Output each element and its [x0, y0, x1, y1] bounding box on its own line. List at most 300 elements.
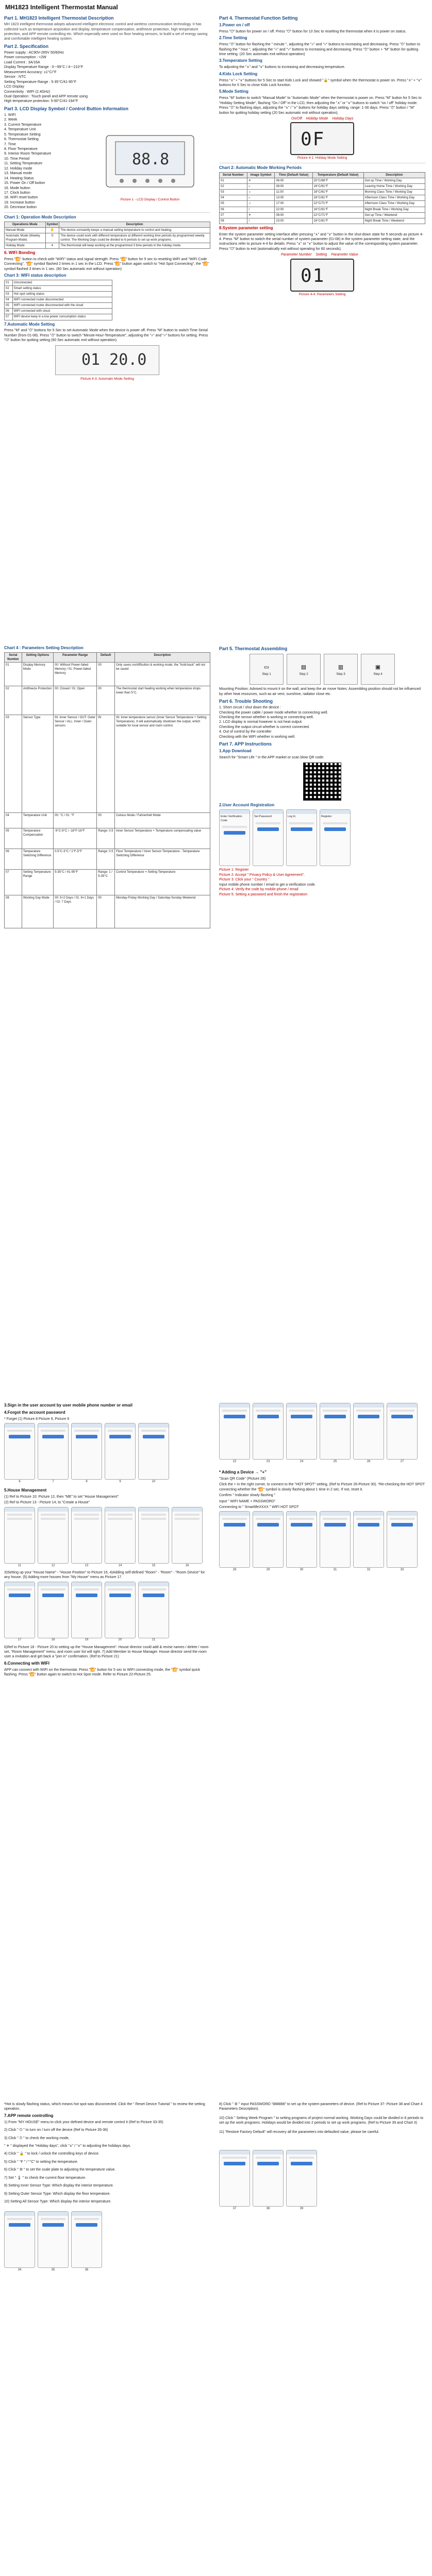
register-heading: 2.User Account Registration [219, 802, 275, 807]
part7-heading: Part 7. APP Instructions [219, 741, 272, 747]
cell: 04 [5, 297, 13, 303]
phone-screen [286, 1403, 317, 1463]
app-remote-section [4, 2102, 210, 2272]
cell: 00 [97, 686, 115, 715]
lcd-item: 14. Heating Status [4, 176, 34, 180]
spec-item: Power consumption : <2W [4, 56, 46, 60]
table-row [5, 243, 210, 248]
parameters-table [4, 652, 210, 928]
screens-row-3 [4, 1582, 210, 1642]
table-row [5, 309, 112, 314]
table-row [220, 184, 425, 190]
screen-number: 28 [232, 1568, 237, 1572]
wifi-heading: 6. WIFI Bonding [4, 250, 36, 255]
sys-param-labels [281, 252, 425, 257]
phone-screen [387, 1511, 418, 1572]
screen-title: Set Password [254, 815, 272, 819]
mode-desc: The thermostat will keep working at the programmed 3 time periods in the holiday mode. [59, 243, 210, 248]
chart4-heading: Chart 4 : Parameters Setting Description [4, 646, 84, 650]
table-row [220, 201, 425, 207]
register-screens [219, 809, 425, 866]
left-column-top [4, 13, 210, 383]
step-label: Step 4 [373, 672, 383, 676]
spec-item: Measurement Accuracy: ±1°C/°F [4, 70, 57, 74]
add-device-section [219, 1401, 425, 1572]
cell: 16°C/61°F [312, 190, 363, 195]
app-item: 7) Set " 🌡 " to check the current floor temperature. [4, 2176, 86, 2180]
kidslock-text: Press "∧" + "∨" buttons for 5 Sec to start Kids Lock and showed "🔒" symbol when the thermostat is power on. Press "∧" + "∨" buttons for 5 Sec to close Kids Lock function. [219, 78, 422, 87]
download-text: Search for "Smart Life " in the APP market or scan blow QR code: [219, 756, 324, 760]
screens-row-7 [219, 2150, 425, 2211]
cell: Range: 0.5 [97, 849, 115, 869]
lcd-item: 8. Floor Temperature [4, 147, 38, 151]
phone-screen [4, 2211, 35, 2272]
period-icon: ☼ [247, 190, 275, 195]
screen-number: 35 [51, 2268, 55, 2272]
forgot-heading: 4.Forgot the account password [4, 1410, 65, 1415]
spec-item: Setting Temperature Range : 5-35°C/41-95°F [4, 80, 77, 84]
table-row [5, 828, 210, 849]
mode-name: Manual Mode [5, 227, 46, 233]
period-icon: ☼ [247, 201, 275, 207]
lcd-item: 15. Power On / Off button [4, 181, 45, 185]
app-item: 8) Click " ⚙ " input PASSWORD "888888" to set up the system parameters of device. (Ref to Picture 37- Picture 38 and Chart 4 Parameters Description). [219, 2103, 423, 2111]
suitcase-icon: ✈ [45, 243, 59, 248]
house-text-2: (2) Ref to Picture 13 - Picture 14, to "Create a House" [4, 1501, 90, 1505]
phone-screen [105, 1582, 136, 1642]
confirm-indicator: Confirm " Indicator slowly flashing " [219, 1494, 276, 1498]
table-header: Serial Number [220, 172, 247, 178]
lcd-item: 2. Week [4, 118, 18, 122]
cell: The thermostat start heating working when temperature drops lower than 5°C. [115, 686, 210, 715]
screen-number: 36 [85, 2268, 89, 2272]
mode-text: Press "M" button to switch "Manual Mode" to "Automatic Mode" when the thermostat is power on. Press "M" button for 5 Sec to "Holiday Setting Mode", flashing "On / Off" in the LCD, then adjusting the "∧" or "∨" buttons to switch "on / off" holiday mode. Press "⏱" to flashing days, adjusting the "∧" / "∨" buttons for holiday days setting, range: 1-30 days. Press "⏱" button / "M" button for quitting holiday setting (20 Sec automatic exit without operation). [219, 96, 422, 115]
house-heading: 5.House Management [4, 1488, 47, 1493]
house-section [4, 1401, 210, 1679]
screen-number: 10 [152, 1480, 156, 1483]
assembly-step: ▭ Step 1 [250, 654, 284, 685]
add-device-heading: * Adding a Device → "+" [219, 1470, 267, 1475]
screens-row-4 [219, 1403, 425, 1463]
register-note: Picture 5: Setting a password and finish the registration [219, 892, 308, 896]
wifi-connect-text: APP can connect with WIFI on the thermostat. Press "📶" button for 5 sec to WIFI connecting mode, the "📶" symbol quick flashing. Press "📶" button again to switch to Hot Spot mode. Refer to Picture 22-Picture 25. [4, 1668, 201, 1677]
screen-number: 16 [185, 1564, 189, 1567]
phone-screen [138, 1582, 169, 1642]
cell: 05 [220, 201, 247, 207]
spec-list [4, 50, 210, 104]
add-device-text: Click the + in the right corner, to connect to the "HOT SPOT" setting, (Ref to Picture 26-Picture 30). *Re-checking the HOT SPOT connecting whether the "📶" symbol is slowly flashing about 1 time in 2 sec. If not, reset it. [219, 1483, 425, 1492]
auto-mode-text: Press "M" and "⏱" buttons for 5 Sec to set Automatic Mode when the device is power off. Press "M" button to switch Time Serial Number (from 01-08). Press "⏱" button to switch "Minute-Hour-Temperature", adjusting the "∧" and "∨" buttons for setting. Press "⏻" button for quitting setting (60 Sec automatic exit without operation). [4, 329, 208, 343]
phone-screen [253, 1403, 284, 1463]
cell: Temperature Switching Difference [22, 849, 53, 869]
phone-screen [286, 809, 317, 866]
trouble-item: Checking the sensor whether is working or connecting well. [219, 716, 314, 720]
screen-number: 37 [232, 2207, 237, 2211]
table-row [220, 218, 425, 224]
hand-icon: ✋ [45, 227, 59, 233]
table-row [5, 227, 210, 233]
cell: 08:00 [275, 184, 312, 190]
app-item: 5) Click " °F " / "°C" to setting the temperature. [4, 2160, 78, 2164]
register-note: Input mobile phone number / email to get a verification code. [219, 883, 316, 887]
cell: 22°C/71°F [312, 201, 363, 207]
screen-number: 25 [333, 1460, 337, 1463]
table-header: Image Symbol [247, 172, 275, 178]
phone-screen [38, 1423, 69, 1483]
table-header: Operations Mode [5, 222, 46, 227]
mode-desc: The device constantly keeps a manual setting temperature to control and heating. [59, 227, 210, 233]
cell: Control Temperature = Setting Temperature [115, 869, 210, 895]
cell: Only saves on/off/button & working mode; the "hold-back" will not be saved [115, 662, 210, 686]
screen-number: 9 [119, 1480, 121, 1483]
sys-param-text: Enter the system parameter setting interface after pressing "∧" and "∨" button in the shut-down state for 5 seconds as picture 4-4. Press "M" button to switch the serial number of system parameter (01-08) in the system parameter setting state, and the instructions refer to picture 4-4 for details. Press "∧" or "∨" button to adjust the value of the corresponding system parameter. Press "⏻" button to exit (automatically exit without operating for 60 seconds). [219, 232, 424, 251]
phone-screen [387, 1403, 418, 1463]
phone-screen [71, 1423, 102, 1483]
holiday-caption: Picture 4-1: Holiday Mode Setting [297, 156, 347, 160]
label: Setting [315, 253, 327, 257]
table-row [5, 869, 210, 895]
app-item: 11) "Restore Factory Default" will recovery all the parameters into defaulted value, please be careful. [219, 2130, 379, 2134]
period-icon: ☀ [247, 178, 275, 184]
sys-param-lcd-figure: 01 [290, 259, 354, 292]
screen-number: 23 [266, 1460, 270, 1463]
lcd-item: 13. Manual mode [4, 172, 32, 176]
cell: 06 [220, 207, 247, 212]
assembly-step: ▣ Step 4 [361, 654, 395, 685]
spec-item: Sensor : NTC [4, 75, 26, 79]
cell: 02 [5, 286, 13, 292]
cell: 0.5°C-3°C / 1°F-5°F [54, 849, 97, 869]
table-row [220, 212, 425, 218]
lcd-item: 5. Temperature Setting [4, 132, 41, 137]
phone-screen [253, 809, 284, 866]
assembly-steps [219, 654, 425, 685]
part1-heading: Part 1. MH1823 Intelligent Thermostat Description [4, 15, 114, 21]
table-row [5, 849, 210, 869]
label: Parameter Number [281, 253, 312, 257]
label: Holiday Days [332, 116, 354, 121]
cell: 05 [5, 303, 13, 309]
screen-number: 30 [300, 1568, 304, 1572]
cell: Leaving Home Time / Working Day [363, 184, 425, 190]
power-text: Press "⏻" button for power on / off. Press "⏻" button for 10 Sec to resetting the thermostat when it is power on status. [219, 29, 407, 33]
table-header: Serial Number [5, 652, 22, 662]
screen-number: 14 [118, 1564, 122, 1567]
lcd-item: 16. Mode button [4, 186, 30, 190]
cell: 5-35°C / 41-95°F [54, 869, 97, 895]
cell: 04 [220, 195, 247, 201]
lcd-item: 6. Thermostat Setting [4, 138, 39, 142]
cell: 23:00 [275, 218, 312, 224]
cell: Get up Time / Working Day [363, 178, 425, 184]
operation-mode-table [4, 222, 210, 249]
mode-name: Holiday Mode [5, 243, 46, 248]
wifi-connect-heading: 6.Connecting with WIFI [4, 1660, 49, 1666]
screen-number: 26 [367, 1460, 371, 1463]
table-row [5, 233, 210, 243]
lcd-item: 20. Decrease button [4, 206, 37, 210]
phone-screen [4, 1582, 35, 1642]
app-item: 6) Click " ⚙ " to set the scale plate to adjusting the temperature value. [4, 2168, 116, 2172]
svg-text:88.8: 88.8 [132, 150, 170, 168]
chart1-heading: Chart 1: Operation Mode Description [4, 214, 76, 219]
phone-screen [38, 1582, 69, 1642]
table-header: Symbol [45, 222, 59, 227]
cell: Display Memory Mode [22, 662, 53, 686]
period-icon: ☀ [247, 212, 275, 218]
cell: Floor Temperature / Inner Sensor Temperature - Temperature Switching Difference [115, 849, 210, 869]
cell: IN: Inner temperature sensor (Inner Sensor Temperature + Setting Temperature). It will automatically shutdown the output, which suitable for local sensor and room control. [115, 715, 210, 812]
table-row [5, 686, 210, 715]
cell: 02 [5, 686, 22, 715]
table-row [220, 195, 425, 201]
phone-screen [353, 1511, 384, 1572]
cell: 07 [5, 869, 22, 895]
hot-spot-note: *Hot is slowly flashing status, which means hot spot was disconnected. Click the " Reset Device Tutorial " to review the setting operation. [4, 2103, 205, 2111]
cell: Temperature Compensation [22, 828, 53, 849]
app-item: 9) Setting Outer Sensor Type: Which display the floor temperature. [4, 2192, 111, 2196]
table-row [5, 286, 112, 292]
screen-number: 18 [51, 1638, 55, 1642]
lcd-item: 19. Increase button [4, 200, 35, 205]
register-note: Picture 4: Verify the code by mobile phone / email [219, 888, 298, 892]
cell: 03 [5, 715, 22, 812]
cell: 08 [5, 895, 22, 928]
spec-item: LCD Display [4, 85, 24, 89]
qr-code[interactable] [303, 762, 341, 801]
cell: 00: °C / 01: °F [54, 812, 97, 828]
app-item: 10) Click " Setting Week Program " to setting programs of project normal working. Working Days could be divided in 6 periods to set up the work programs. Holidays would be divided into 2 periods to set up work programs. (Ref to Picture 39 and Chart 3) [219, 2116, 424, 2125]
cell: 00 [97, 662, 115, 686]
cell: Smart setting status [12, 286, 112, 292]
phone-screen [219, 2150, 250, 2211]
time-text: Press "⏱" button for flashing the " minute ", adjusting the "∧" and "∨" buttons to increasing and decreasing. Press "⏱" button to flashing the " hour ", adjusting the "∧" and "∨" buttons to increasing and decreasing. Press "⏱" button + "M" button for quitting time setting. (20 Sec automatic exit without operation) [219, 43, 420, 57]
cell: Get up Time / Weekend [363, 212, 425, 218]
table-row [220, 190, 425, 195]
screens-row-5 [219, 1511, 425, 1572]
cell: WIFI connected router disconnected with the cloud [12, 303, 112, 309]
label: Parameter Value [331, 253, 358, 257]
table-row [5, 297, 112, 303]
download-heading: 1.App Download [219, 749, 252, 754]
input-wifi: input " WIFI NAME + PASSWORD" [219, 1499, 276, 1503]
cell: WIFI device keep in a low power consumption status [12, 314, 112, 320]
step-label: Step 3 [336, 672, 345, 676]
phone-screen [219, 809, 250, 866]
trouble-item: Checking the output circuit whether is correct connected. [219, 725, 310, 729]
assembly-step: ▥ Step 3 [324, 654, 358, 685]
screens-row-2 [4, 1507, 210, 1567]
part5-text: Mounting Position: Advised to mount it on the wall, and keep the air move Notes: Assembling position should not be influenced by other heat resources, such as air vent, sunshine, radiator close etc. [219, 687, 421, 696]
cell: Range: 1 / 5-35°C [97, 869, 115, 895]
spec-item: Load Current : 3A/16A [4, 60, 40, 64]
holiday-lcd-figure: 0F [290, 122, 354, 155]
screen-number: 33 [400, 1568, 404, 1572]
phone-screen [253, 2150, 284, 2211]
auto-mode-heading: 7.Automatic Mode Setting [4, 321, 55, 327]
screen-number: 11 [18, 1564, 22, 1567]
cell: 07 [220, 212, 247, 218]
trouble-item: 4. Out of control by the controller [219, 730, 272, 734]
phone-screen [138, 1507, 169, 1567]
trouble-list [219, 705, 425, 739]
clock-icon: ⏱ [45, 233, 59, 243]
screen-number: 13 [85, 1564, 89, 1567]
part4-heading: Part 4. Thermostat Function Setting [219, 15, 298, 21]
cell: 03 [220, 190, 247, 195]
phone-screen [320, 809, 351, 866]
table-header: Time (Default Value) [275, 172, 312, 178]
table-row [5, 895, 210, 928]
cell: WIFI connected with cloud [12, 309, 112, 314]
screen-number: 21 [152, 1638, 156, 1642]
phone-screen [353, 1403, 384, 1463]
cell: 08 [220, 218, 247, 224]
register-note: Picture 2: Accept " Privacy Policy & User Agreement". [219, 873, 305, 877]
lcd-item: 7. Time [4, 142, 16, 146]
app-item: " ✈ " displayed the "Holiday days", click "∧" / "∨" to adjusting the holidays days. [4, 2144, 131, 2148]
holiday-figure-labels [291, 116, 425, 121]
phone-screen [71, 2211, 102, 2272]
time-heading: 2.Time Setting [219, 36, 247, 41]
app-item: 2) Click " ⏻ " to turn on / turn off the device (Ref to Picture 35-36) [4, 2128, 108, 2132]
app-item: 4) Click " 🔒 " to lock / unlock the controlling keys of device. [4, 2152, 99, 2156]
table-row [5, 280, 112, 285]
cell: 16°C/61°F [312, 184, 363, 190]
cell: Celsius Mode / Fahrenheit Mode [115, 812, 210, 828]
cell: Monday-Friday Working Day / Saturday-Sunday Weekend [115, 895, 210, 928]
house-text: (1) Ref to Picture 10: Picture 12, then "ME" to set "House Management" [4, 1495, 119, 1499]
period-icon: ☾ [247, 207, 275, 212]
working-periods-table [219, 172, 425, 224]
table-row [5, 303, 112, 309]
register-note: Picture 3: Click your " Country " [219, 878, 270, 882]
cell: 22°C/71°F [312, 212, 363, 218]
register-note: Picture 1: Register [219, 868, 249, 872]
forgot-text: * Forget (1) Picture 8 Picture 9, Picture 9 [4, 1417, 70, 1421]
cell: 16°C/61°F [312, 218, 363, 224]
cell: Afternoon Class Time / Working Day [363, 195, 425, 201]
screen-number: 17 [18, 1638, 22, 1642]
table-header: Setting Options [22, 652, 53, 662]
phone-screen [320, 1403, 351, 1463]
app-heading: 7.APP remote controlling [4, 2113, 54, 2118]
spec-item: High temperature protection: 5-90°C/41-194°F [4, 99, 78, 104]
app-items [4, 2120, 210, 2205]
step-label: Step 2 [299, 672, 308, 676]
table-row [220, 178, 425, 184]
wifi-text: Press "📶" button to check with "WIFI" status and signal strength. Press "📶" button for 5 sec to resetting WIFI and "WIFI Code Connecting", "📶" symbol flashed 2 times in 1 sec in the LCD. Press "📶" button again switch to "Hot Spot Connecting", the "📶" symbol flashed 3 times in 1 sec. (60 Sec automatic exit without operation) [4, 257, 209, 271]
phone-screen [4, 1507, 35, 1567]
phone-screen [286, 1511, 317, 1572]
sign-in-heading: 3.Sign in the user account by user mobile phone number or email [4, 1403, 132, 1408]
phone-screen [105, 1423, 136, 1483]
cell: 01 [5, 662, 22, 686]
cell: 03 [5, 292, 13, 297]
cell: 07 [5, 314, 13, 320]
screen-title: Enter Verification Code [221, 815, 242, 822]
part3-figure-caption: Picture 1 - LCD Display / Control Button [120, 198, 180, 202]
lcd-item: 4. Temperature Unit [4, 128, 36, 132]
mode-desc: The device could work with different temperature at different working time periods by programmed weekly control. The Working Days could be divided to 6 periods to set up work programs. [59, 233, 210, 243]
app-item: 8) Setting Inner Sensor Type: Which display the interior temperature. [4, 2184, 114, 2188]
table-row [5, 812, 210, 828]
auto-mode-figure: 01 20.0 [55, 345, 159, 375]
phone-screen [286, 2150, 317, 2211]
kidslock-heading: 4.Kids Lock Setting [219, 71, 258, 76]
table-header: Temperature (Default Value) [312, 172, 363, 178]
connecting-hotspot: Connecting to " SmartlifeXXXX " WIFI HOT SPOT [219, 1505, 299, 1509]
screen-number: 34 [18, 2268, 22, 2272]
part2-heading: Part 2. Specification [4, 43, 49, 49]
phone-screen [138, 1423, 169, 1483]
part3-heading: Part 3. LCD Display Symbol / Control Button Information [4, 106, 129, 111]
assembly-step: ▤ Step 2 [287, 654, 321, 685]
screen-number: 32 [367, 1568, 371, 1572]
table-row [5, 314, 112, 320]
cell: 00 [97, 895, 115, 928]
table-header: Parameter Range [54, 652, 97, 662]
table-header: Description [59, 222, 210, 227]
screen-number: 15 [152, 1564, 156, 1567]
cell: Night Break Time / Weekend [363, 218, 425, 224]
trouble-item: 2. LCD display is normal however is not heat output. [219, 720, 303, 724]
lcd-item: 3. Current Temperature [4, 123, 42, 127]
app-item: 3) Click " ⏱ " to check the working mode, [4, 2136, 70, 2140]
screen-number: 29 [266, 1568, 270, 1572]
chart2-heading: Chart 2: Automatic Mode Working Periods [219, 165, 302, 171]
screen-number: 31 [333, 1568, 337, 1572]
screen-number: 6 [19, 1480, 21, 1483]
cell: 00: Closed / 01: Open [54, 686, 97, 715]
cell: 01 [220, 178, 247, 184]
cell: 08:00 [275, 212, 312, 218]
mode-name: Automatic Mode (Weekly Program Mode) [5, 233, 46, 243]
cell: 17:00 [275, 201, 312, 207]
assembly-app-section [219, 644, 425, 897]
cell: 02 [220, 184, 247, 190]
cell: 22:00 [275, 207, 312, 212]
lcd-item: 17. Clock button [4, 191, 30, 195]
lcd-item: 11. Setting Temperature [4, 162, 43, 166]
temp-text: To adjusting the "∧" and "∨" buttons to increasing and decreasing temperature. [219, 65, 345, 70]
cell: Range: 0.5 [97, 828, 115, 849]
cell: Hot spot setting status [12, 292, 112, 297]
cell: IN [97, 715, 115, 812]
cell: Morning Class Time / Working Day [363, 190, 425, 195]
lcd-symbol-list [4, 113, 97, 210]
spec-item: Dual Operation : Touch panel and APP remote using [4, 94, 88, 98]
table-header: Default [97, 652, 115, 662]
table-row [5, 662, 210, 686]
lcd-item: 10. Time Period [4, 157, 30, 161]
phone-screen [38, 1507, 69, 1567]
cell: 13:00 [275, 195, 312, 201]
period-icon: ⌂ [247, 195, 275, 201]
cell: 06 [5, 849, 22, 869]
screen-number: 22 [232, 1460, 237, 1463]
screen-number: 38 [266, 2207, 270, 2211]
phone-screen [219, 1403, 250, 1463]
sys-param-caption: Picture 4-4: Parameters Setting [298, 292, 346, 296]
phone-screen [320, 1511, 351, 1572]
cell: 11:00 [275, 190, 312, 195]
cell: 01 [5, 280, 13, 285]
phone-screen [219, 1511, 250, 1572]
app-item: 1) From "MY HOUSE" menu to click your defined device and remote control it (Ref to Picture 33-35) [4, 2120, 163, 2124]
sys-param-heading: 8.System parameter setting [219, 225, 273, 230]
screen-number: 19 [85, 1638, 89, 1642]
